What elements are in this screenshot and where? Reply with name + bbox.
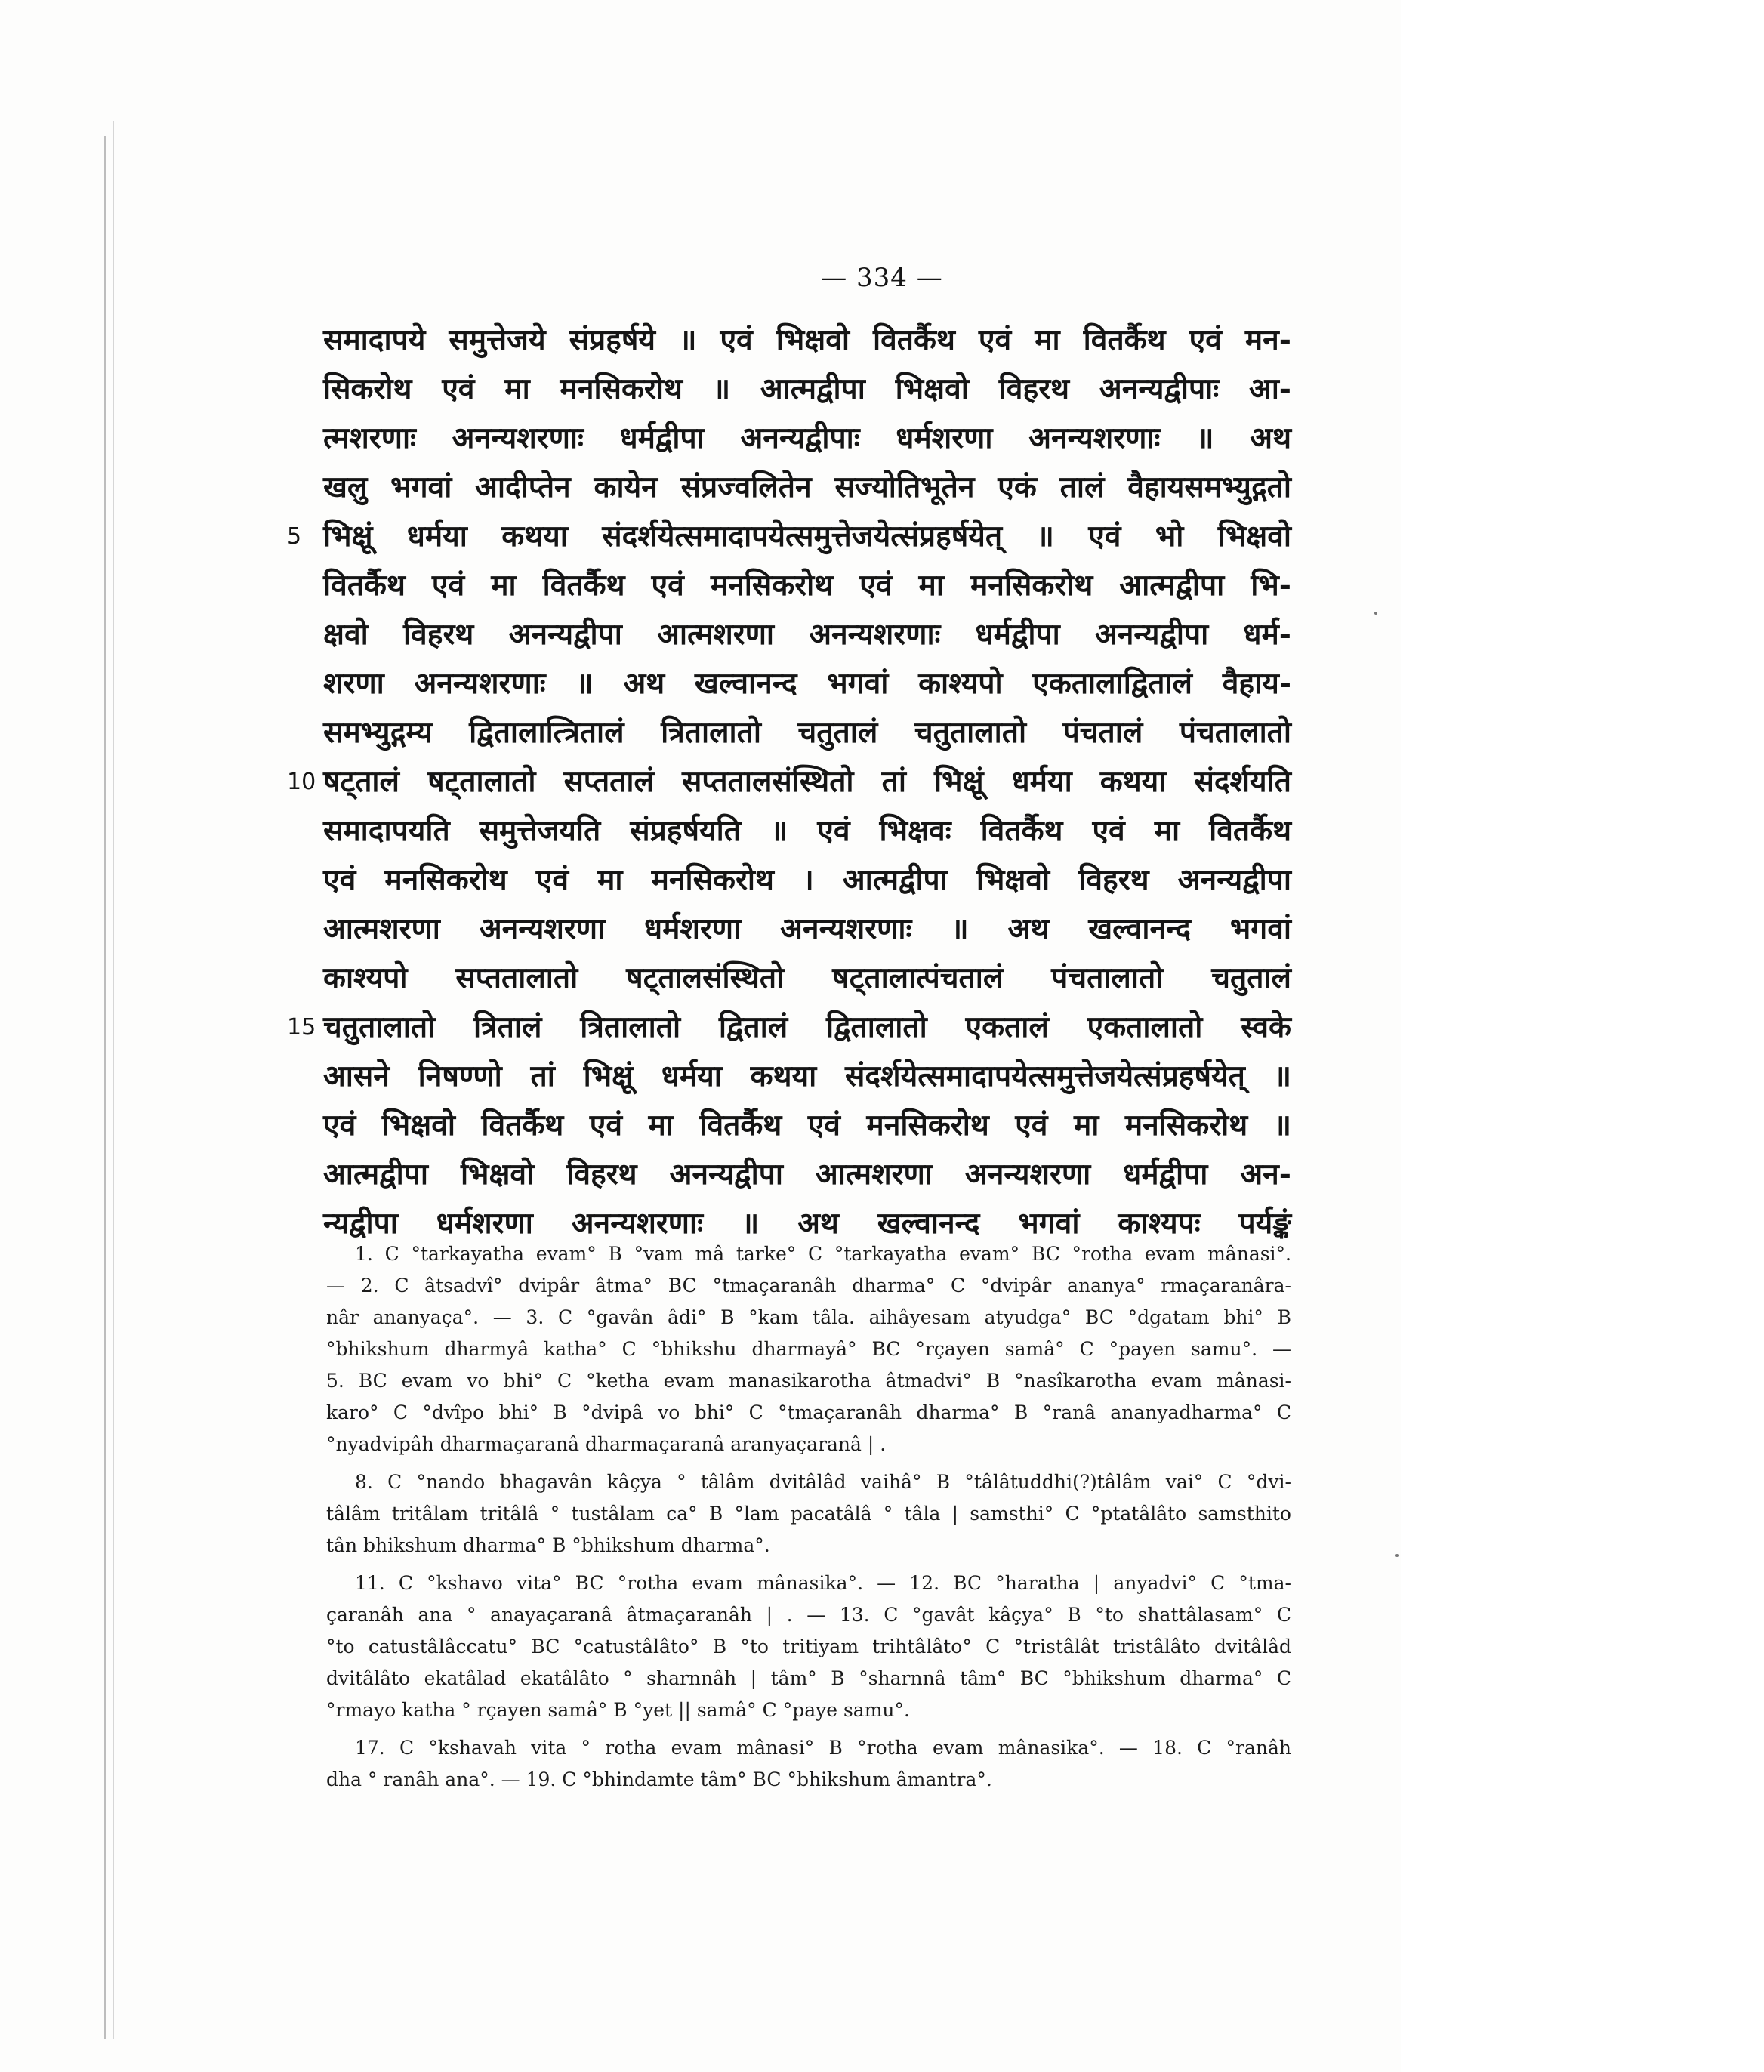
text-line xyxy=(287,1003,1291,1052)
line-text: आसने निषण्णो तां भिक्षूं धर्मया कथया संदर्शयेत्समादापयेत्समुत्तेजयेत्संप्रहर्षयेत् ॥ xyxy=(323,1059,1291,1093)
footnote-line: nâr ananyaça°. — 3. C °gavân âdi° B °kam tâla. aihâyesam atyudga° BC °dgatam bhi° B xyxy=(326,1306,1291,1328)
line-text: क्षवो विहरथ अनन्यद्वीपा आत्मशरणा अनन्यशरणाः धर्मद्वीपा अनन्यद्वीपा धर्म- xyxy=(323,617,1291,652)
line-text: षट्तालं षट्तालातो सप्ततालं सप्ततालसंस्थितो तां भिक्षूं धर्मया कथया संदर्शयति xyxy=(323,764,1291,799)
text-line xyxy=(323,414,1291,463)
line-text: त्मशरणाः अनन्यशरणाः धर्मद्वीपा अनन्यद्वीपाः धर्मशरणा अनन्यशरणाः ॥ अथ xyxy=(323,421,1291,455)
line-text: आत्मद्वीपा भिक्षवो विहरथ अनन्यद्वीपा आत्मशरणा अनन्यशरणा धर्मद्वीपा अन- xyxy=(323,1157,1291,1192)
footnote-line: 17. C °kshavah vita ° rotha evam mânasi° B °rotha evam mânasika°. — 18. C °ranâh xyxy=(355,1737,1291,1759)
text-line xyxy=(323,659,1291,708)
text-line xyxy=(323,806,1291,856)
line-text: एवं मनसिकरोथ एवं मा मनसिकरोथ । आत्मद्वीपा भिक्षवो विहरथ अनन्यद्वीपा xyxy=(323,862,1291,897)
line-text: शरणा अनन्यशरणाः ॥ अथ खल्वानन्द भगवां काश्यपो एकतालाद्वितालं वैहाय- xyxy=(323,666,1291,701)
text-line xyxy=(287,512,1291,561)
binding-edge-shadow xyxy=(113,121,114,2039)
line-text: वितर्कैथ एवं मा वितर्कैथ एवं मनसिकरोथ एवं मा मनसिकरोथ आत्मद्वीपा भि- xyxy=(323,568,1291,603)
footnote-line: 8. C °nando bhagavân kâçya ° tâlâm dvitâlâd vaihâ° B °tâlâtuddhi(?)tâlâm vai° C °dvi- xyxy=(355,1471,1291,1493)
line-text: समादापयति समुत्तेजयति संप्रहर्षयति ॥ एवं भिक्षवः वितर्कैथ एवं मा वितर्कैथ xyxy=(323,813,1291,848)
footnote-line: °nyadvipâh dharmaçaranâ dharmaçaranâ aranyaçaranâ | . xyxy=(326,1433,887,1455)
footnote-line: °rmayo katha ° rçayen samâ° B °yet || samâ° C °paye samu°. xyxy=(326,1699,910,1721)
binding-edge xyxy=(104,136,106,2039)
footnote-line: 1. C °tarkayatha evam° B °vam mâ tarke° C °tarkayatha evam° BC °rotha evam mânasi°. xyxy=(355,1243,1291,1265)
text-line xyxy=(323,1150,1291,1199)
footnote-paragraph xyxy=(326,1466,1291,1562)
footnote-line: dha ° ranâh ana°. — 19. C °bhindamte tâm° BC °bhikshum âmantra°. xyxy=(326,1768,992,1790)
footnote-line: — 2. C âtsadvî° dvipâr âtma° BC °tmaçaranâh dharma° C °dvipâr ananya° rmaçaranâra- xyxy=(326,1275,1291,1297)
text-line xyxy=(287,757,1291,806)
footnote-line: çaranâh ana ° anayaçaranâ âtmaçaranâh | . — 13. C °gavât kâçya° B °to shattâlasam° C xyxy=(326,1604,1291,1626)
text-line xyxy=(323,365,1291,414)
line-text: सिकरोथ एवं मा मनसिकरोथ ॥ आत्मद्वीपा भिक्षवो विहरथ अनन्यद्वीपाः आ- xyxy=(323,372,1291,406)
footnote-line: tân bhikshum dharma° B °bhikshum dharma°. xyxy=(326,1534,770,1556)
text-line xyxy=(323,316,1291,365)
footnote-line: °bhikshum dharmyâ katha° C °bhikshu dharmayâ° BC °rçayen samâ° C °payen samu°. — xyxy=(326,1338,1291,1360)
text-line xyxy=(323,463,1291,512)
line-number: 15 xyxy=(287,1014,316,1041)
text-line xyxy=(323,954,1291,1003)
page-number: — 334 — xyxy=(821,263,943,293)
footnote-paragraph xyxy=(326,1238,1291,1460)
text-line xyxy=(323,1101,1291,1150)
line-number: 10 xyxy=(287,769,316,795)
text-line xyxy=(323,561,1291,610)
line-text: समादापये समुत्तेजये संप्रहर्षये ॥ एवं भिक्षवो वितर्कैथ एवं मा वितर्कैथ एवं मन- xyxy=(323,322,1291,357)
line-text: एवं भिक्षवो वितर्कैथ एवं मा वितर्कैथ एवं मनसिकरोथ एवं मा मनसिकरोथ ॥ xyxy=(323,1108,1291,1142)
line-text: भिक्षूं धर्मया कथया संदर्शयेत्समादापयेत्समुत्तेजयेत्संप्रहर्षयेत् ॥ एवं भो भिक्षवो xyxy=(323,519,1291,553)
footnote-line: 11. C °kshavo vita° BC °rotha evam mânasika°. — 12. BC °haratha | anyadvi° C °tma- xyxy=(355,1572,1291,1594)
footnote-paragraph xyxy=(326,1732,1291,1796)
sanskrit-text-block xyxy=(287,316,1291,1248)
footnote-line: dvitâlâto ekatâlad ekatâlâto ° sharnnâh | tâm° B °sharnnâ tâm° BC °bhikshum dharma° C xyxy=(326,1667,1291,1689)
line-text: काश्यपो सप्ततालातो षट्तालसंस्थितो षट्तालात्पंचतालं पंचतालातो चतुतालं xyxy=(323,960,1291,995)
footnote-line: 5. BC evam vo bhi° C °ketha evam manasikarotha âtmadvi° B °nasîkarotha evam mânasi- xyxy=(326,1370,1291,1392)
line-number: 5 xyxy=(287,523,302,550)
text-line xyxy=(323,708,1291,757)
text-line xyxy=(323,610,1291,659)
footnote-line: karo° C °dvîpo bhi° B °dvipâ vo bhi° C °tmaçaranâh dharma° B °ranâ ananyadharma° C xyxy=(326,1401,1291,1423)
text-line xyxy=(323,905,1291,954)
line-text: चतुतालातो त्रितालं त्रितालातो द्वितालं द्वितालातो एकतालं एकतालातो स्वके xyxy=(323,1010,1291,1044)
scan-speck xyxy=(1374,612,1377,615)
footnote-paragraph xyxy=(326,1568,1291,1726)
line-text: आत्मशरणा अनन्यशरणा धर्मशरणा अनन्यशरणाः ॥ अथ खल्वानन्द भगवां xyxy=(323,911,1291,946)
text-line xyxy=(323,1052,1291,1101)
line-text: समभ्युद्गम्य द्वितालात्त्रितालं त्रितालातो चतुतालं चतुतालातो पंचतालं पंचतालातो xyxy=(323,715,1291,750)
footnote-line: tâlâm tritâlam tritâlâ ° tustâlam ca° B °lam pacatâlâ ° tâla | samsthi° C °ptatâlâto samsthito xyxy=(326,1503,1291,1525)
line-text: खलु भगवां आदीप्तेन कायेन संप्रज्वलितेन सज्योतिभूतेन एकं तालं वैहायसमभ्युद्गतो xyxy=(323,470,1291,504)
footnotes xyxy=(326,1238,1291,1802)
footnote-line: °to catustâlâccatu° BC °catustâlâto° B °to tritiyam trihtâlâto° C °tristâlât tristâlâto dvitâlâd xyxy=(326,1636,1291,1657)
line-text: न्यद्वीपा धर्मशरणा अनन्यशरणाः ॥ अथ खल्वानन्द भगवां काश्यपः पर्यङ्कं xyxy=(323,1206,1291,1241)
scan-speck xyxy=(1395,1554,1399,1557)
text-line xyxy=(323,856,1291,905)
